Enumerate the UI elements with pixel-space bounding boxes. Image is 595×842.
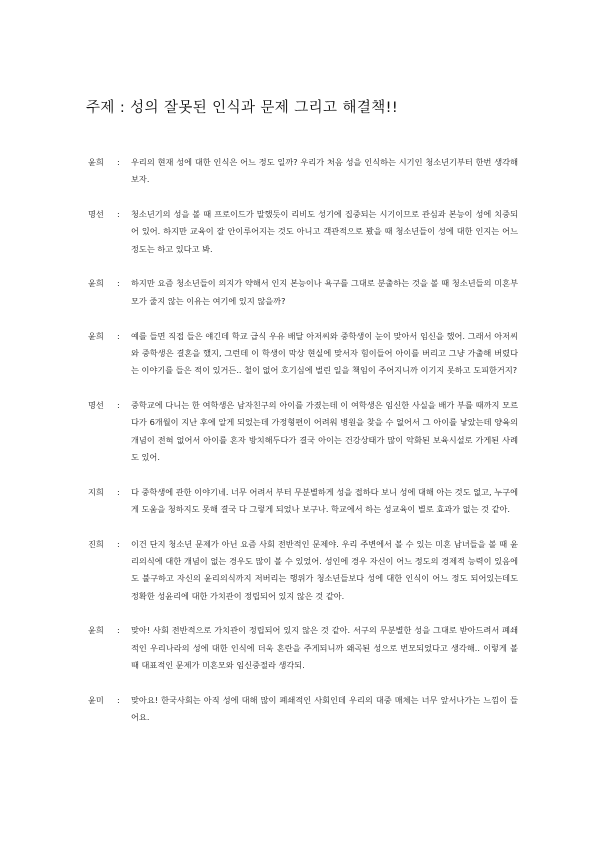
dialogue-entry [88,692,518,727]
dialogue-text: 청소년기의 성을 볼 때 프로이드가 말했듯이 리비도 성기에 집중되는 시기이므로 관심과 본능이 성에 치중되어 있어. 하지만 교육이 잘 안이루어지는 것도 아니고 객관적으로 봤을 때 청소년들이 성에 대한 인지는 어느 정도는 하고 있다고 봐. [131,209,518,254]
speaker-colon: : [117,486,120,497]
dialogue-entry [88,275,518,310]
dialogue-text: 우리의 현재 성에 대한 인식은 어느 정도 일까? 우리가 처음 성을 인식하는 시기인 청소년기부터 한번 생각해보자. [131,157,518,185]
speaker-name: 진희 [88,538,104,549]
dialogue-entry [88,484,518,519]
speaker-colon: : [117,278,120,289]
speaker-name: 윤미 [88,694,104,705]
speaker-colon: : [117,399,120,410]
dialogue-text: 맞아요! 한국사회는 아직 성에 대해 많이 폐쇄적인 사회인데 우리의 대중 매체는 너무 앞서나가는 느낌이 들어요. [131,694,518,723]
speaker-colon: : [117,330,120,341]
dialogue-text: 이건 단지 청소년 문제가 아닌 요즘 사회 전반적인 문제야. 우리 주변에서 볼 수 있는 미혼 남녀들을 볼 때 윤리의식에 대한 개념이 없는 경우도 많이 볼 수 있었어. 성인에 경우 자신이 어느 정도의 경제적 능력이 있음에도 불구하고 자신의 윤리의식까지 저버리는 행위가 청소년들보다 성에 대한 인식이 어느 정도 되어있는데도 정확한 성윤리에 대한 가치관이 정립되어 있지 않은 것 같아. [131,538,518,601]
speaker-name: 윤희 [88,157,104,167]
dialogue-text: 다 중학생에 관한 이야기네. 너무 어려서 부터 무분별하게 성을 접하다 보니 성에 대해 아는 것도 없고, 누구에게 도움을 청하지도 못해 결국 다 그렇게 되었나 보구나. 학교에서 하는 성교육이 별로 효과가 없는 것 같아. [131,486,518,514]
dialogue-text: 예를 들면 직접 들은 얘긴데 학교 급식 우유 배달 아저씨와 중학생이 눈이 맞아서 임신을 했어. 그래서 아저씨와 중학생은 결혼을 했지, 그런데 이 학생이 막상 현실에 맞서자 힘이들어 아이를 버리고 그냥 가출해 버렸다는 이야기를 들은 적이 있거든.. 철이 없어 호기심에 벌린 일을 책임이 주어지니까 이기지 못하고 도피한거지? [131,330,518,376]
dialogue-text: 맞아! 사회 전반적으로 가치관이 정립되어 있지 않은 것 같아. 서구의 무분별한 성을 그대로 받아드려서 폐쇄적인 우리나라의 성에 대한 인식에 더욱 혼란을 주게되니까 왜곡된 성으로 번모되었다고 생각해.. 이렇게 볼 때 대표적인 문제가 미혼모와 임신중절라 생각되. [131,625,518,671]
speaker-name: 명선 [88,209,104,220]
speaker-name: 윤희 [88,625,104,636]
dialogue-list [88,154,518,744]
speaker-colon: : [117,625,120,636]
document-title: 주제 : 성의 잘못된 인식과 문제 그리고 해결책!! [86,100,399,116]
speaker-colon: : [117,209,120,220]
speaker-name: 윤희 [88,278,104,289]
speaker-colon: : [117,157,120,167]
speaker-name: 명선 [88,399,104,410]
speaker-colon: : [117,538,120,549]
speaker-name: 윤희 [88,330,104,341]
dialogue-entry [88,206,518,258]
dialogue-text: 중학교에 다니는 한 여학생은 남자친구의 아이를 가졌는데 이 여학생은 임신한 사실을 배가 부를 때까지 모르다가 6개월이 지난 후에 알게 되었는데 가정형편이 어려워 병원을 찾을 수 없어서 그 아이를 낳았는데 양육의 개념이 전혀 없어서 아이를 혼자 방치해두다가 결국 아이는 건강상태가 많이 악화된 보육시설로 가게된 사례도 있어. [131,399,518,462]
dialogue-entry [88,397,518,466]
dialogue-entry [88,328,518,380]
dialogue-entry [88,154,518,189]
dialogue-entry [88,536,518,605]
speaker-colon: : [117,694,120,705]
dialogue-entry [88,622,518,674]
dialogue-text: 하지만 요즘 청소년들이 의지가 약해서 인지 본능이나 욕구를 그대로 분출하는 것을 볼 때 청소년들의 미혼부모가 줄지 않는 이유는 여기에 있지 않을까? [131,278,518,306]
speaker-name: 지희 [88,486,104,497]
